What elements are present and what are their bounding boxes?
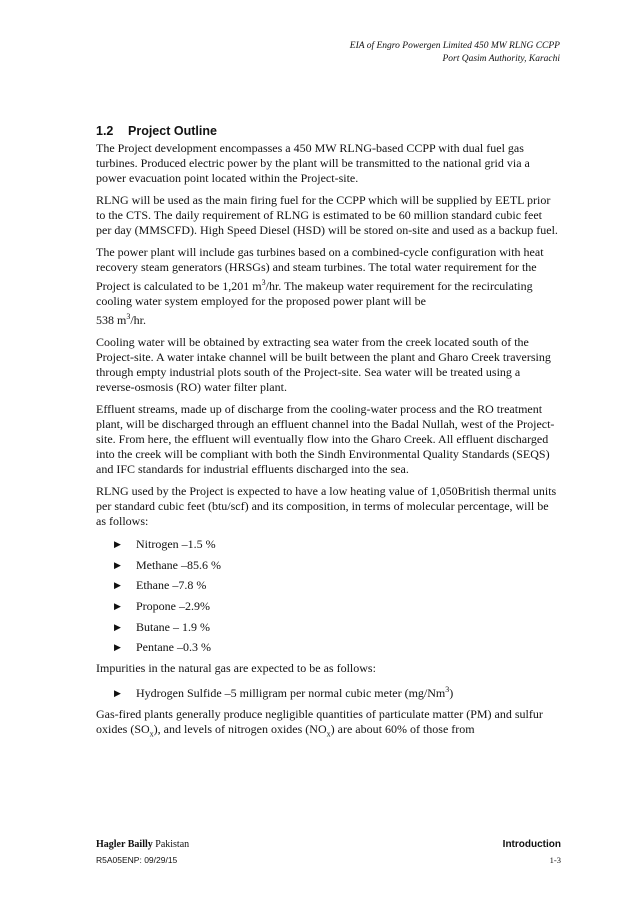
section-heading xyxy=(96,124,560,138)
emissions-text-3: ) are about 60% of those from xyxy=(330,721,475,736)
arrow-right-triangle-icon: ▶ xyxy=(114,580,121,591)
list-item xyxy=(114,558,560,573)
footer-chapter: Introduction xyxy=(502,839,561,850)
section-number: 1.2 xyxy=(96,124,114,138)
footer-doc-ref: R5A05ENP: 09/29/15 xyxy=(96,855,178,865)
list-item xyxy=(114,578,560,593)
arrow-right-triangle-icon: ▶ xyxy=(114,642,121,653)
water-text-1: The power plant will include gas turbines based on a combined-cycle configuration with heat recovery steam generators (HRSGs) and steam turbines. The total water requirement for the Project is calculated to be 1,201 m xyxy=(96,245,544,293)
impurities-list xyxy=(96,682,560,701)
arrow-right-triangle-icon: ▶ xyxy=(114,688,121,699)
superscript-3: 3 xyxy=(126,312,131,321)
arrow-right-triangle-icon: ▶ xyxy=(114,559,121,570)
paragraph-rlng-fuel: RLNG will be used as the main firing fuel for the CCPP which will be supplied by EETL prior to the CTS. The daily requirement of RLNG is estimated to be 60 million standard cubic feet per day (MMSCFD). High Speed Diesel (HSD) will be stored on-site and used as a backup fuel. xyxy=(96,193,558,237)
list-item-text: Ethane –7.8 % xyxy=(136,578,207,593)
list-item xyxy=(114,640,560,655)
arrow-right-triangle-icon: ▶ xyxy=(114,601,121,612)
footer-company-rest: Pakistan xyxy=(152,839,190,850)
subscript-x: x xyxy=(149,729,154,739)
footer-page-number: 1-3 xyxy=(549,855,561,865)
footer-company xyxy=(96,839,189,850)
paragraph-rlng-composition: RLNG used by the Project is expected to have a low heating value of 1,050British thermal units per standard cubic feet (btu/scf) and its composition, in terms of molecular percentage, will be as follows: xyxy=(96,484,557,528)
water-text-4: /hr. xyxy=(130,313,147,327)
list-item-text: Methane –85.6 % xyxy=(136,557,221,572)
list-item-text: Propone –2.9% xyxy=(136,599,210,614)
arrow-right-triangle-icon: ▶ xyxy=(114,539,121,549)
superscript-3: 3 xyxy=(445,685,450,695)
list-item xyxy=(114,620,560,635)
main-content xyxy=(96,124,560,748)
footer-company-bold: Hagler Bailly xyxy=(96,839,153,850)
water-text-3: 538 m xyxy=(96,313,127,327)
list-item-text: Butane – 1.9 % xyxy=(136,619,210,634)
water-text-2: /hr. The makeup water requirement for the recirculating cooling water system employed for the proposed power plant will be xyxy=(96,279,533,308)
subscript-x: x xyxy=(326,729,331,739)
paragraph-effluent: Effluent streams, made up of discharge from the cooling-water process and the RO treatment plant, will be discharged through an effluent channel into the Badal Nullah, west of the Project-site. From here, the effluent will eventually flow into the Gharo Creek. All effluent discharged into the creek will be compliant with both the Sindh Environmental Quality Standards (SEQS) and IFC standards for industrial effluents discharged into the sea. xyxy=(96,402,555,476)
paragraph-impurities: Impurities in the natural gas are expected to be as follows: xyxy=(96,661,376,676)
paragraph-cooling-water: Cooling water will be obtained by extracting sea water from the creek located south of the Project-site. A water intake channel will be built between the plant and Gharo Creek traversing through empty industrial plots south of the Project-site. Sea water will be treated using a reverse-osmosis (RO) water filter plant. xyxy=(96,335,551,394)
superscript-3: 3 xyxy=(261,278,266,287)
list-item xyxy=(114,682,560,701)
list-item-text: Nitrogen –1.5 % xyxy=(136,537,216,551)
list-item-text: Hydrogen Sulfide –5 milligram per normal cubic meter (mg/Nm xyxy=(136,686,446,701)
paragraph-project-development: The Project development encompasses a 450 MW RLNG-based CCPP with dual fuel gas turbines. Produced electric power by the plant will be transmitted to the national grid via a power evacuation point located within the Project-site. xyxy=(96,141,530,185)
emissions-text-2: ), and levels of nitrogen oxides (NO xyxy=(153,721,327,736)
page-header xyxy=(350,40,560,66)
closing-paren: ) xyxy=(449,686,454,701)
paragraph-emissions xyxy=(96,707,560,741)
arrow-right-triangle-icon: ▶ xyxy=(114,621,121,632)
emissions-text-1: Gas-fired plants generally produce negligible quantities of particulate matter (PM) and sulfur oxides (SO xyxy=(96,706,543,736)
section-title: Project Outline xyxy=(128,124,217,138)
paragraph-water-requirement xyxy=(96,245,560,328)
list-item xyxy=(114,599,560,614)
header-report-title: EIA of Engro Powergen Limited 450 MW RLNG CCPP xyxy=(349,41,560,51)
composition-list xyxy=(96,537,560,655)
list-item-text: Pentane –0.3 % xyxy=(136,640,211,655)
list-item xyxy=(114,537,560,552)
header-authority: Port Qasim Authority, Karachi xyxy=(442,54,560,64)
